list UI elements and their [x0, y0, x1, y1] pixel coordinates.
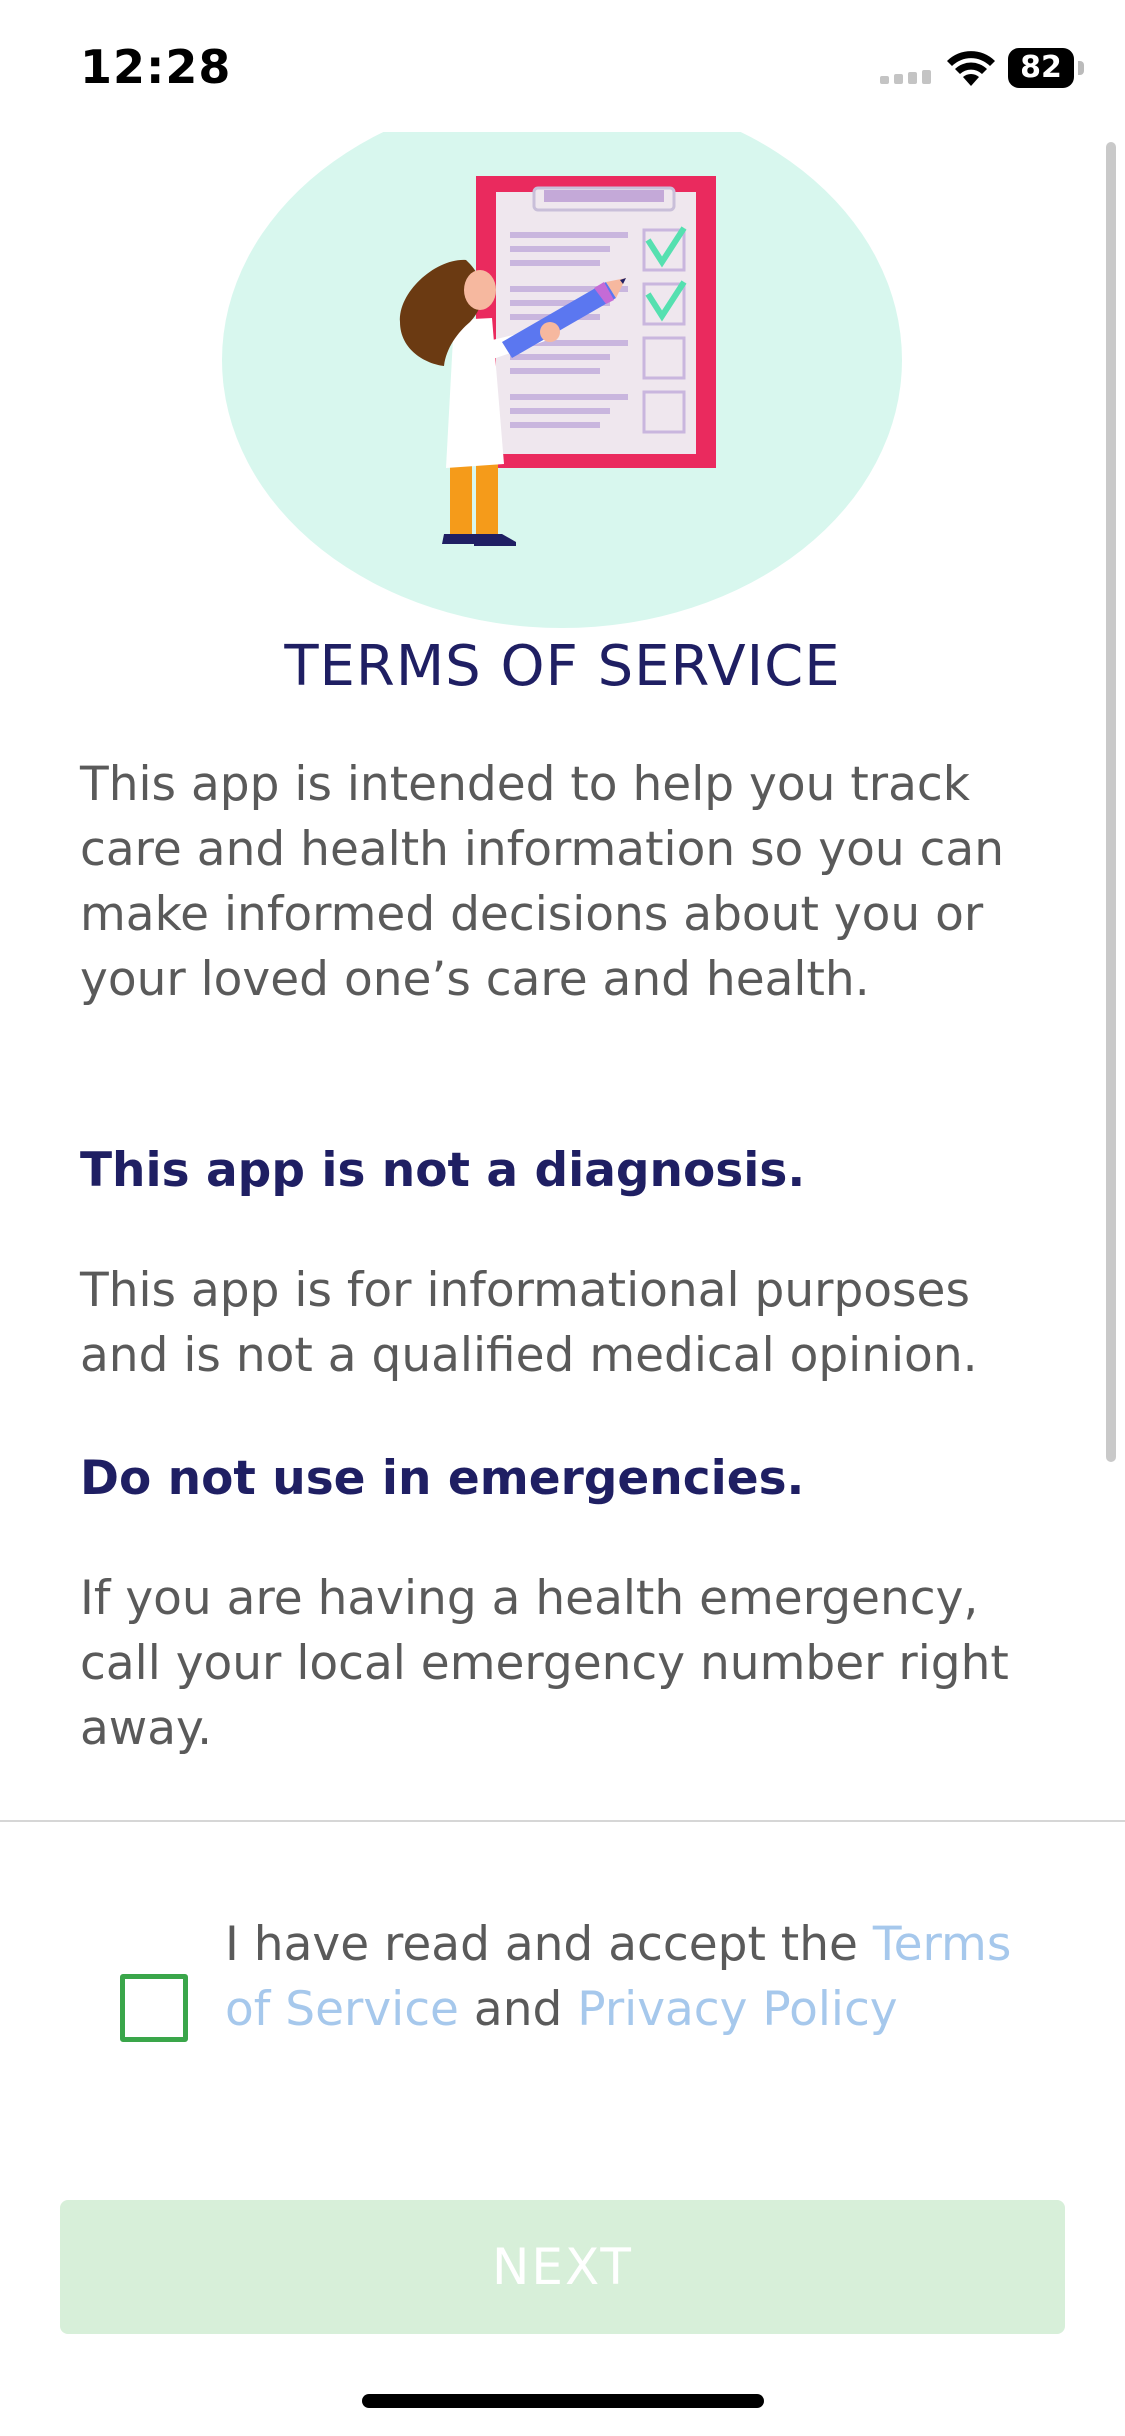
status-bar	[0, 0, 1125, 132]
divider	[0, 1820, 1125, 1822]
diagnosis-text: This app is for informational purposes and is not a qualified medical opinion.	[80, 1263, 978, 1383]
consent-conjunction: and	[473, 1982, 563, 2037]
wifi-icon	[946, 50, 996, 88]
home-indicator[interactable]	[362, 2394, 764, 2408]
privacy-policy-link[interactable]: Privacy Policy	[577, 1982, 898, 2037]
emergency-text: If you are having a health emergency, call your local emergency number right away.	[80, 1571, 1009, 1756]
battery-level: 82	[1008, 48, 1074, 88]
battery-tip	[1078, 61, 1084, 75]
terms-of-service-link[interactable]: Terms of Service	[225, 1917, 1012, 2037]
consent-text	[225, 1912, 1025, 2042]
scroll-indicator[interactable]	[1106, 142, 1116, 1462]
battery-icon	[1008, 48, 1084, 88]
diagnosis-heading: This app is not a diagnosis.	[80, 1143, 806, 1198]
accept-terms-checkbox[interactable]	[120, 1974, 188, 2042]
page-title: TERMS OF SERVICE	[284, 634, 841, 699]
next-button[interactable]: NEXT	[60, 2200, 1065, 2334]
terms-scroll-area[interactable]	[0, 132, 1125, 1820]
consent-prefix: I have read and accept the	[225, 1917, 858, 1972]
cellular-signal-icon	[880, 70, 932, 84]
emergency-heading: Do not use in emergencies.	[80, 1451, 805, 1506]
doctor-clipboard-illustration	[222, 132, 902, 632]
status-time: 12:28	[80, 40, 232, 94]
intro-text: This app is intended to help you track care and health information so you can make informed decisions about you or your loved one’s care and health.	[80, 757, 1004, 1007]
